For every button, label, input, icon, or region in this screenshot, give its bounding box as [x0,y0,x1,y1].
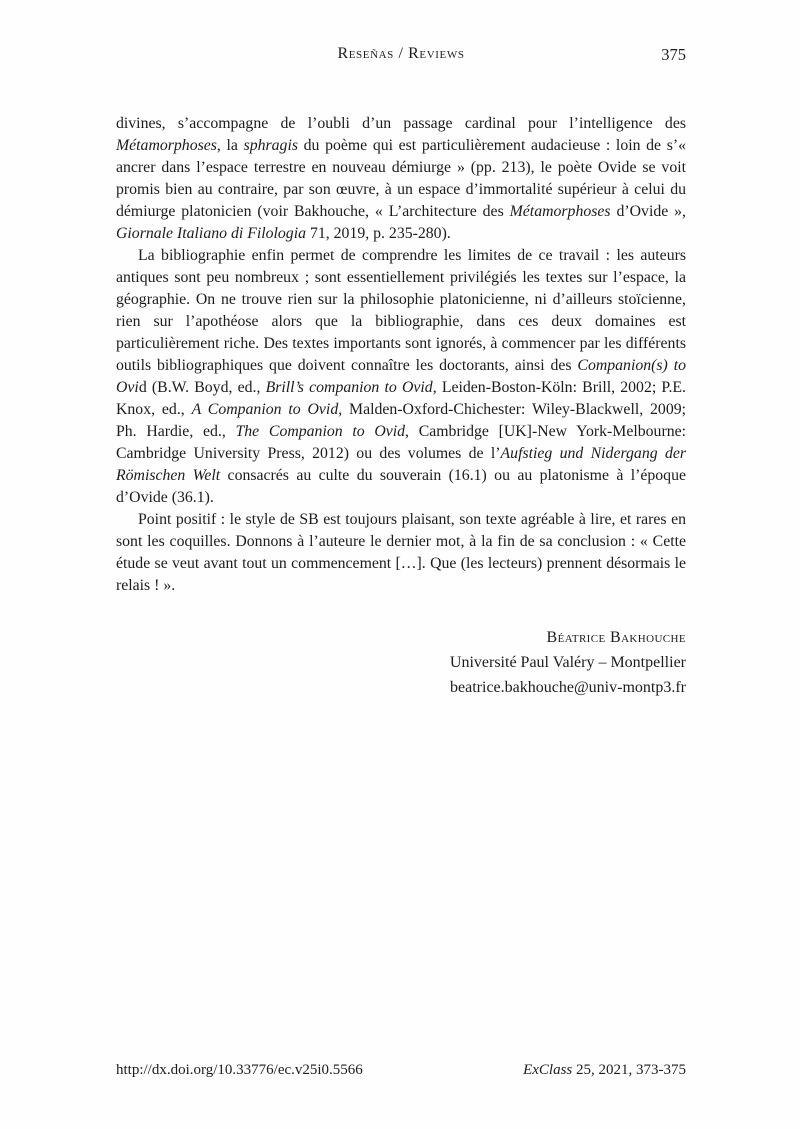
page-content [116,113,686,700]
journal-reference [523,1062,686,1079]
text-segment: 71, 2019, p. 235-280). [306,225,451,242]
italic-text-segment: Métamorphoses [509,203,611,220]
page-header [116,45,686,63]
review-text [116,113,686,597]
text-segment: , Cambridge [UK]-New York-Melbourne: Cambridge University Press, 2012) ou des volumes de l’ [116,423,686,462]
italic-text-segment: Aufstieg und Nidergang der Römischen Welt [116,445,686,484]
author-email: beatrice.bakhouche@univ-montp3.fr [450,679,686,696]
italic-text-segment: Giornale Italiano di Filologia [116,225,306,242]
text-segment: consacrés au culte du souverain (16.1) ou au platonisme à l’époque d’Ovide (36.1). [116,467,686,506]
text-segment: , la [216,137,244,154]
text-segment: , Malden-Oxford-Chichester: Wiley-Blackwell, 2009; Ph. Hardie, ed., [116,401,687,440]
text-segment: du poème qui est particulièrement audacieuse : loin de s’« ancrer dans l’espace terrestre en nouveau démiurge » (pp. 213), le poète Ovide se voit promis bien au contraire, par son œuvre, à un espace d’immortalité supérieur à celui du démiurge platonicien (voir Bakhouche, « L’architecture des [116,137,687,220]
text-segment: d (B.W. Boyd, ed., [138,379,266,396]
italic-text-segment: The Companion to Ovid [235,423,406,440]
text-segment: d’Ovide », [610,203,687,220]
page-footer [116,1062,686,1079]
signature-block [116,625,686,700]
paragraph-3 [116,509,686,597]
italic-text-segment: Brill’s companion to Ovid [265,379,433,396]
italic-text-segment: A Companion to Ovid [191,401,339,418]
italic-text-segment: sphragis [243,137,298,154]
journal-title: ExClass [523,1062,573,1078]
running-title: Reseñas / Reviews [337,45,465,62]
author-name: Béatrice Bakhouche [546,629,686,646]
doi-text: http://dx.doi.org/10.33776/ec.v25i0.5566 [116,1062,363,1078]
text-segment: La bibliographie enfin permet de comprendre les limites de ce travail : les auteurs antiques sont peu nombreux ; sont essentiellement privilégiés les textes sur l’espace, la géographie. On ne trouve rien sur la philosophie platonicienne, ni d’ailleurs stoïcienne, rien sur l’apothéose alors que la bibliographie, dans ces deux domaines est particulièrement riche. Des textes importants sont ignorés, à commencer par les différents outils bibliographiques que doivent connaître les doctorants, ainsi des [116,247,686,374]
paragraph-1 [116,113,686,245]
text-segment: Point positif : le style de SB est toujours plaisant, son texte agréable à lire, et rares en sont les coquilles. Donnons à l’auteure le dernier mot, à la fin de sa conclusion : « Cette étude se veut avant tout un commencement […]. Que (les lecteurs) prennent désormais le relais ! ». [116,511,686,594]
page-number: 375 [661,45,686,64]
paragraph-2 [116,245,686,509]
text-segment: , Leiden-Boston-Köln: Brill, 2002; P.E. Knox, ed., [116,379,686,418]
journal-issue-info: 25, 2021, 373-375 [572,1062,686,1078]
text-segment: divines, s’accompagne de l’oubli d’un passage cardinal pour l’intelligence des [116,115,686,132]
author-affiliation: Université Paul Valéry – Montpellier [449,654,686,671]
italic-text-segment: Métamorphoses [116,137,217,154]
italic-text-segment: Companion(s) to Ovi [116,357,686,396]
